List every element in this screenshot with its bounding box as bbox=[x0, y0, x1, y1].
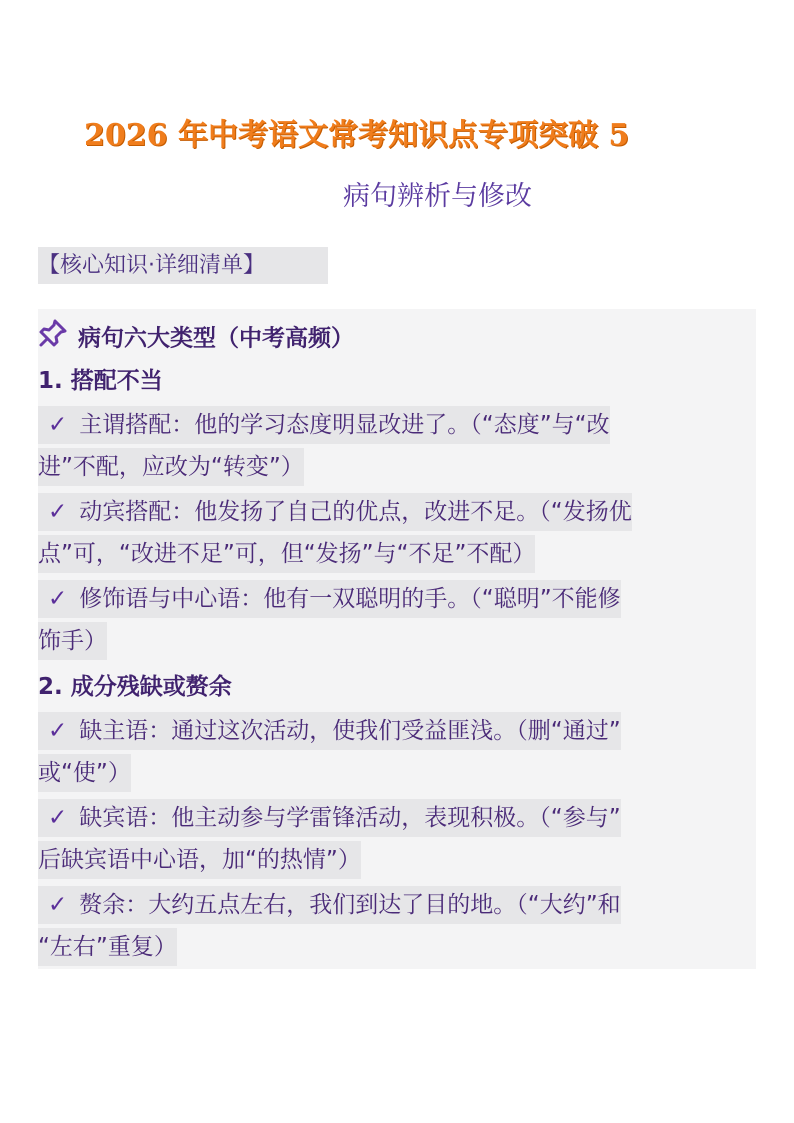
section-tag: 【核心知识·详细清单】 bbox=[38, 247, 328, 284]
group-heading-2: 2. 成分残缺或赘余 bbox=[38, 674, 232, 700]
list-item-continued: 进”不配，应改为“转变”） bbox=[38, 448, 304, 486]
pushpin-icon bbox=[38, 318, 78, 360]
check-icon: ✓ bbox=[48, 499, 68, 525]
document-title: 2026 年中考语文常考知识点专项突破 5 bbox=[84, 118, 630, 153]
list-item-continued: 点”可，“改进不足”可，但“发扬”与“不足”不配） bbox=[38, 535, 535, 573]
list-item-continued: 饰手） bbox=[38, 622, 107, 660]
list-item: ✓ 缺主语：通过这次活动，使我们受益匪浅。（删“通过” bbox=[38, 712, 621, 750]
list-item-continued: “左右”重复） bbox=[38, 928, 177, 966]
types-heading: 病句六大类型（中考高频） bbox=[78, 325, 354, 352]
list-item: ✓ 修饰语与中心语：他有一双聪明的手。（“聪明”不能修 bbox=[38, 580, 621, 618]
check-icon: ✓ bbox=[48, 805, 68, 831]
document-subtitle: 病句辨析与修改 bbox=[343, 181, 532, 212]
types-heading-row bbox=[38, 318, 354, 360]
list-item-continued: 或“使”） bbox=[38, 754, 131, 792]
check-icon: ✓ bbox=[48, 718, 68, 744]
check-icon: ✓ bbox=[48, 586, 68, 612]
check-icon: ✓ bbox=[48, 892, 68, 918]
list-item-continued: 后缺宾语中心语，加“的热情”） bbox=[38, 841, 361, 879]
list-item: ✓ 赘余：大约五点左右，我们到达了目的地。（“大约”和 bbox=[38, 886, 621, 924]
list-item: ✓ 缺宾语：他主动参与学雷锋活动，表现积极。（“参与” bbox=[38, 799, 621, 837]
group-heading-1: 1. 搭配不当 bbox=[38, 368, 163, 394]
list-item: ✓ 动宾搭配：他发扬了自己的优点，改进不足。（“发扬优 bbox=[38, 493, 632, 531]
list-item: ✓ 主谓搭配：他的学习态度明显改进了。（“态度”与“改 bbox=[38, 406, 610, 444]
check-icon: ✓ bbox=[48, 412, 68, 438]
